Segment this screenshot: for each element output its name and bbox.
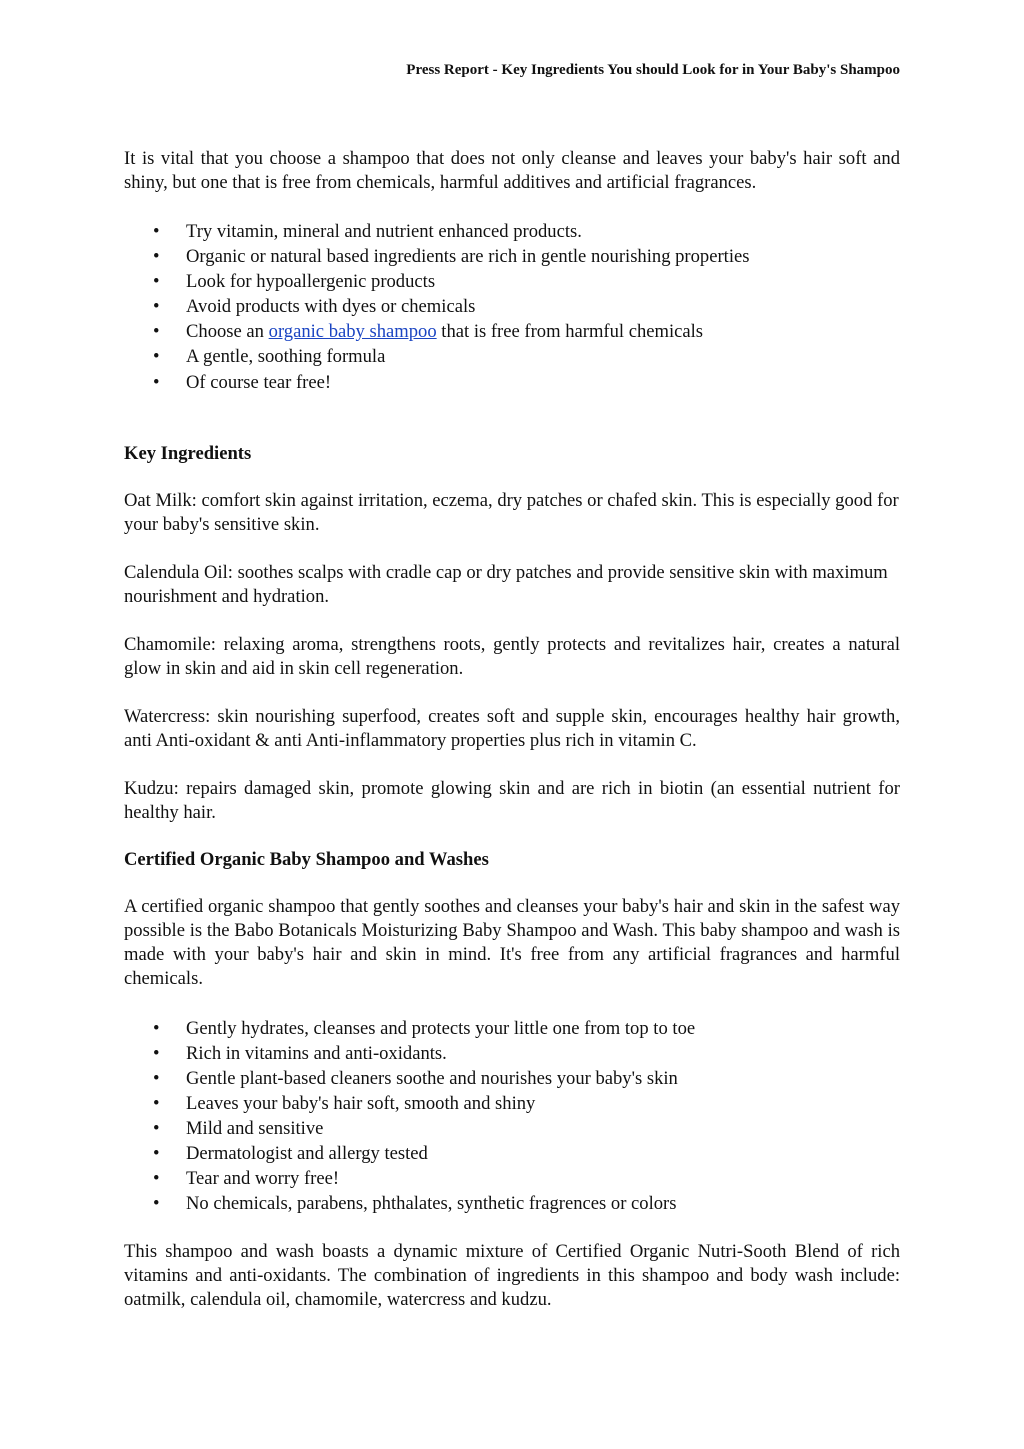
- bullet-icon: •: [153, 346, 160, 368]
- list-item-text: Tear and worry free!: [186, 1168, 340, 1190]
- list-item-text: Rich in vitamins and anti-oxidants.: [186, 1042, 447, 1064]
- bullet-icon: •: [153, 246, 160, 268]
- key-ingredients-heading: Key Ingredients: [124, 442, 252, 464]
- bullet-icon: •: [153, 321, 160, 343]
- bullet-icon: •: [153, 1092, 160, 1114]
- list-item: [124, 294, 900, 319]
- features-list: [124, 1016, 900, 1217]
- list-item-text: Dermatologist and allergy tested: [186, 1143, 428, 1165]
- list-item: [124, 244, 900, 269]
- bullet-icon: •: [153, 271, 160, 293]
- bullet-icon: •: [153, 1143, 160, 1165]
- certified-paragraph: A certified organic shampoo that gently soothes and cleanses your baby's hair and skin in the safest way possible is the Babo Botanicals Moisturizing Baby Shampoo and Wash. This baby shampoo and wash is made with your baby's hair and skin in mind. It's free from any artificial fragrances and harmful chemicals.: [124, 895, 900, 989]
- bullet-icon: •: [153, 296, 160, 318]
- list-item: [124, 1066, 900, 1091]
- list-item-text: No chemicals, parabens, phthalates, synthetic fragrences or colors: [186, 1193, 677, 1215]
- bullet-icon: •: [153, 1017, 160, 1039]
- bullet-icon: •: [153, 221, 160, 242]
- bullet-icon: •: [153, 1118, 160, 1140]
- ingredient-calendula-oil: Calendula Oil: soothes scalps with cradle cap or dry patches and provide sensitive skin with maximum nourishment and hydration.: [124, 561, 888, 607]
- bullet-icon: •: [153, 1042, 160, 1064]
- list-item-text-before: Choose an: [186, 321, 269, 343]
- list-item-text: Organic or natural based ingredients are rich in gentle nourishing properties: [186, 246, 750, 268]
- ingredient-kudzu: Kudzu: repairs damaged skin, promote glowing skin and are rich in biotin (an essential nutrient for healthy hair.: [124, 777, 900, 823]
- list-item: [124, 344, 900, 369]
- list-item-text: Avoid products with dyes or chemicals: [186, 296, 476, 318]
- list-item: [124, 1141, 900, 1166]
- list-item-text-after: that is free from harmful chemicals: [436, 321, 704, 343]
- closing-paragraph: This shampoo and wash boasts a dynamic mixture of Certified Organic Nutri-Sooth Blend of rich vitamins and anti-oxidants. The combination of ingredients in this shampoo and body wash include: oatmilk, calendula oil, chamomile, watercress and kudzu.: [124, 1241, 900, 1311]
- list-item: [124, 1041, 900, 1066]
- ingredient-chamomile: Chamomile: relaxing aroma, strengthens roots, gently protects and revitalizes hair, creates a natural glow in skin and aid in skin cell regeneration.: [124, 633, 900, 679]
- document-body: [124, 147, 900, 1312]
- list-item-text: Try vitamin, mineral and nutrient enhanced products.: [186, 221, 582, 242]
- list-item-text: Of course tear free!: [186, 371, 332, 393]
- organic-baby-shampoo-link[interactable]: organic baby shampoo: [268, 321, 437, 343]
- bullet-icon: •: [153, 1168, 160, 1190]
- list-item-text: Gentle plant-based cleaners soothe and nourishes your baby's skin: [186, 1067, 678, 1089]
- list-item-text: Gently hydrates, cleanses and protects your little one from top to toe: [186, 1017, 696, 1039]
- list-item: [124, 1016, 900, 1041]
- list-item: [124, 1091, 900, 1116]
- list-item-text: A gentle, soothing formula: [186, 346, 386, 368]
- tips-list: [124, 219, 900, 395]
- list-item: [124, 370, 900, 395]
- list-item: [124, 319, 900, 344]
- list-item: [124, 219, 900, 244]
- list-item: [124, 1116, 900, 1141]
- bullet-icon: •: [153, 1193, 160, 1215]
- intro-paragraph: It is vital that you choose a shampoo that does not only cleanse and leaves your baby's hair soft and shiny, but one that is free from chemicals, harmful additives and artificial fragrances.: [124, 148, 900, 193]
- bullet-icon: •: [153, 1067, 160, 1089]
- list-item: [124, 1191, 900, 1216]
- bullet-icon: •: [153, 371, 160, 393]
- list-item: [124, 1166, 900, 1191]
- list-item-text: Mild and sensitive: [186, 1118, 324, 1140]
- list-item-text: Look for hypoallergenic products: [186, 271, 436, 293]
- ingredient-watercress: Watercress: skin nourishing superfood, creates soft and supple skin, encourages healthy hair growth, anti Anti-oxidant & anti Anti-inflammatory properties plus rich in vitamin C.: [124, 705, 900, 751]
- list-item: [124, 269, 900, 294]
- ingredient-oat-milk: Oat Milk: comfort skin against irritation, eczema, dry patches or chafed skin. This is especially good for your baby's sensitive skin.: [124, 489, 899, 535]
- page-header: Press Report - Key Ingredients You should Look for in Your Baby's Shampoo: [406, 62, 900, 78]
- list-item-text: Leaves your baby's hair soft, smooth and shiny: [186, 1092, 536, 1114]
- certified-heading: Certified Organic Baby Shampoo and Washes: [124, 848, 489, 870]
